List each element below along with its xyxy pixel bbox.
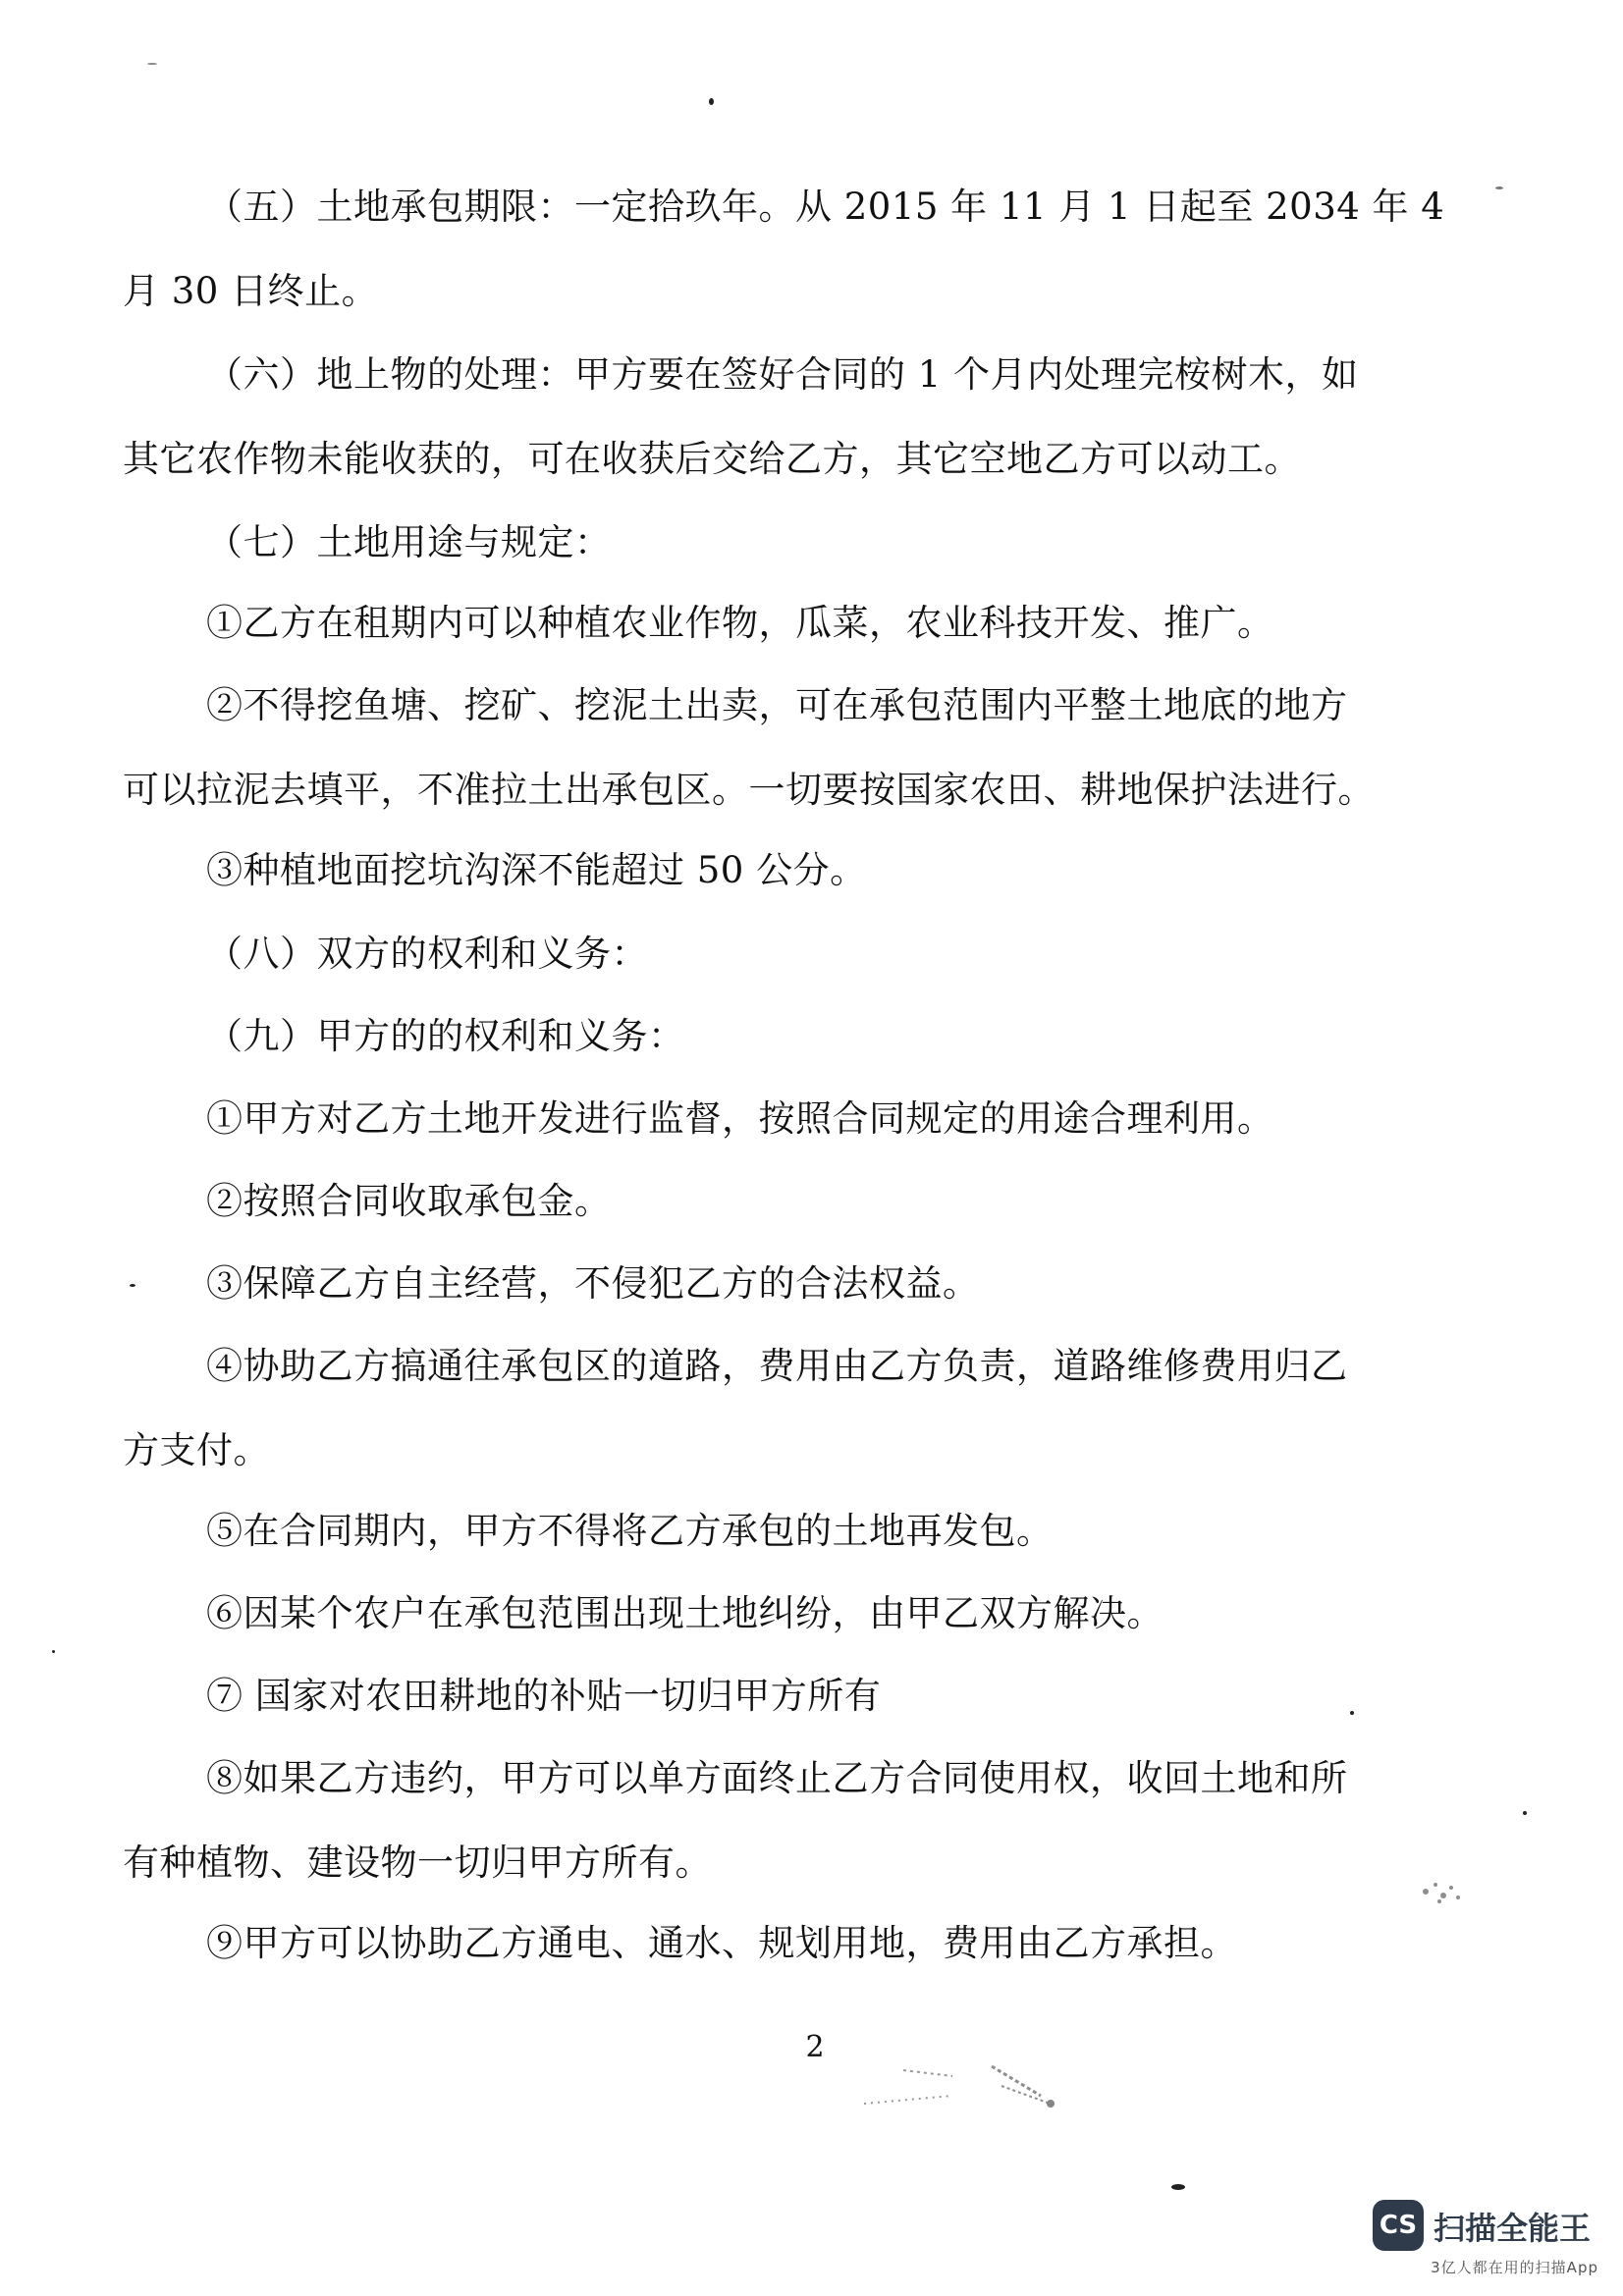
list-item [206, 1159, 1429, 1244]
paragraph-line: （六）地上物的处理：甲方要在签好合同的 1 个月内处理完桉树木，如 [206, 353, 1359, 396]
paragraph-line: 有种植物、建设物一切归甲方所有。 [123, 1842, 712, 1884]
paragraph-term [123, 165, 1445, 334]
list-item [206, 1901, 1429, 1986]
scan-speck [1171, 2184, 1185, 2190]
paragraph-land-use [206, 501, 1429, 585]
scanner-tagline: 3亿人都在用的扫描App [1431, 2259, 1598, 2276]
scan-smudge [1414, 1870, 1473, 1914]
paragraph-line: ⑥因某个农户在承包范围出现土地纠纷，由甲乙双方解决。 [206, 1592, 1163, 1634]
scan-smudge [844, 2056, 1080, 2125]
scan-speck [147, 63, 157, 65]
list-item [206, 1077, 1429, 1161]
scanner-app-name: 扫描全能王 [1434, 2210, 1592, 2247]
list-item [123, 664, 1429, 832]
paragraph-line: ②不得挖鱼塘、挖矿、挖泥土出卖，可在承包范围内平整土地底的地方 [206, 684, 1348, 726]
paragraph-line: ⑨甲方可以协助乙方通电、通水、规划用地，费用由乙方承担。 [206, 1922, 1237, 1964]
scan-speck [1495, 187, 1503, 189]
paragraph-line: ⑧如果乙方违约，甲方可以单方面终止乙方合同使用权，收回土地和所 [206, 1757, 1348, 1799]
paragraph-line: ④协助乙方搞通往承包区的道路，费用由乙方负责，道路维修费用归乙 [206, 1345, 1348, 1387]
list-item [206, 1654, 1429, 1738]
paragraph-line: ⑦ 国家对农田耕地的补贴一切归甲方所有 [206, 1675, 882, 1717]
paragraph-rights [206, 912, 1429, 996]
paragraph-line: ①乙方在租期内可以种植农业作物，瓜菜，农业科技开发、推广。 [206, 602, 1274, 644]
paragraph-line: 方支付。 [123, 1429, 270, 1471]
paragraph-line: ②按照合同收取承包金。 [206, 1180, 612, 1222]
paragraph-line: 其它农作物未能收获的，可在收获后交给乙方，其它空地乙方可以动工。 [123, 438, 1301, 480]
list-item [206, 828, 1429, 913]
list-item [206, 581, 1429, 666]
scan-speck [130, 1284, 135, 1287]
paragraph-ground-objects [123, 333, 1429, 502]
page-number: 2 [805, 2030, 825, 2064]
scanner-logo-text: CS [1379, 2211, 1418, 2240]
scanner-watermark [1373, 2200, 1598, 2278]
paragraph-party-a-rights [206, 994, 1429, 1079]
list-item [123, 1324, 1429, 1493]
paragraph-line: （七）土地用途与规定： [206, 521, 612, 563]
scan-speck [709, 98, 714, 105]
paragraph-line: ③保障乙方自主经营，不侵犯乙方的合法权益。 [206, 1262, 980, 1305]
paragraph-line: 可以拉泥去填平，不准拉土出承包区。一切要按国家农田、耕地保护法进行。 [123, 769, 1375, 811]
paragraph-line: （八）双方的权利和义务： [206, 933, 648, 975]
list-item [206, 1242, 1429, 1326]
paragraph-line: 月 30 日终止。 [123, 270, 379, 312]
scan-speck [1523, 1811, 1527, 1815]
list-item [206, 1572, 1429, 1656]
list-item [123, 1736, 1429, 1905]
list-item [206, 1489, 1429, 1574]
paragraph-line: ③种植地面挖坑沟深不能超过 50 公分。 [206, 849, 867, 891]
scan-speck [1350, 1711, 1354, 1715]
paragraph-line: ⑤在合同期内，甲方不得将乙方承包的土地再发包。 [206, 1510, 1054, 1552]
paragraph-line: （九）甲方的的权利和义务： [206, 1015, 685, 1057]
paragraph-line: ①甲方对乙方土地开发进行监督，按照合同规定的用途合理利用。 [206, 1097, 1274, 1140]
scan-speck [52, 1650, 55, 1653]
paragraph-line: （五）土地承包期限：一定拾玖年。从 2015 年 11 月 1 日起至 2034 年 4 [206, 186, 1445, 228]
